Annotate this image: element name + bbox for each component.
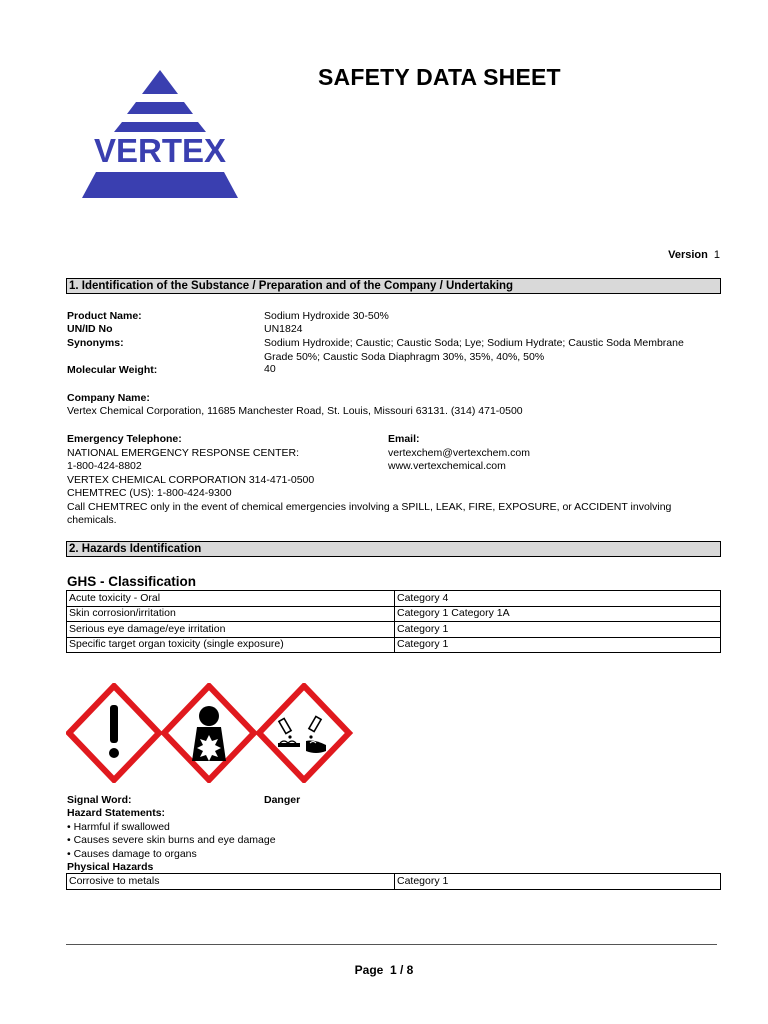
page-label: Page	[354, 963, 384, 977]
section-1-heading: 1. Identification of the Substance / Preparation and of the Company / Undertaking	[66, 278, 721, 294]
hazard-cell: Specific target organ toxicity (single exposure)	[67, 637, 395, 653]
unid-value: UN1824	[264, 323, 303, 335]
hazard-cell: Corrosive to metals	[67, 874, 395, 890]
product-name-value: Sodium Hydroxide 30-50%	[264, 310, 389, 322]
physical-hazards-table	[66, 873, 721, 890]
chemtrec-note-line-2: chemicals.	[67, 514, 117, 526]
hazard-cell: Serious eye damage/eye irritation	[67, 622, 395, 638]
signal-word-value: Danger	[264, 794, 301, 806]
hazard-statement: • Harmful if swallowed	[67, 820, 170, 833]
category-cell: Category 1	[395, 637, 721, 653]
ghs-classification-table	[66, 590, 721, 653]
hazard-statements-label: Hazard Statements:	[67, 807, 166, 819]
version-label: Version	[668, 249, 708, 261]
category-cell: Category 1 Category 1A	[395, 606, 721, 622]
health-hazard-icon	[164, 686, 254, 780]
logo-wordmark: VERTEX	[93, 132, 227, 169]
synonyms-label: Synonyms:	[67, 337, 124, 349]
category-cell: Category 4	[395, 591, 721, 607]
hazard-statements-block	[67, 807, 276, 875]
emergency-telephone-label: Emergency Telephone:	[67, 433, 182, 445]
footer-divider	[66, 944, 717, 945]
synonyms-line-2: Grade 50%; Caustic Soda Diaphragm 30%, 35%, 40%, 50%	[264, 350, 545, 363]
exclamation-mark-icon	[69, 686, 159, 780]
document-title: SAFETY DATA SHEET	[318, 64, 561, 90]
emergency-telephone-block	[67, 433, 671, 528]
hazard-cell: Skin corrosion/irritation	[67, 606, 395, 622]
company-name-label: Company Name:	[67, 392, 150, 404]
table-row	[67, 637, 721, 653]
email-block	[388, 433, 530, 474]
unid-label: UN/ID No	[67, 323, 113, 335]
ghs-pictograms	[66, 683, 356, 783]
chemtrec-note-line-1: Call CHEMTREC only in the event of chemical emergencies involving a SPILL, LEAK, FIRE, EXPOSURE, or ACCIDENT involving	[67, 500, 672, 513]
category-cell: Category 1	[395, 622, 721, 638]
company-address: Vertex Chemical Corporation, 11685 Manchester Road, St. Louis, Missouri 63131. (314) 471-0500	[67, 405, 523, 417]
molecular-weight-label: Molecular Weight:	[67, 364, 158, 376]
email-label: Email:	[388, 433, 420, 445]
signal-word-label: Signal Word:	[67, 794, 132, 806]
hazard-cell: Acute toxicity - Oral	[67, 591, 395, 607]
emergency-line: VERTEX CHEMICAL CORPORATION 314-471-0500	[67, 473, 315, 486]
hazard-statement: • Causes damage to organs	[67, 847, 197, 860]
table-row	[67, 606, 721, 622]
synonyms-line-1: Sodium Hydroxide; Caustic; Caustic Soda; Lye; Sodium Hydrate; Caustic Soda Membrane	[264, 337, 684, 349]
ghs-classification-title: GHS - Classification	[67, 574, 197, 589]
section-2-heading: 2. Hazards Identification	[66, 541, 721, 557]
table-row	[67, 622, 721, 638]
page-value: 1 / 8	[390, 963, 414, 977]
product-name-label: Product Name:	[67, 310, 142, 322]
category-cell: Category 1	[395, 874, 721, 890]
hazard-statement: • Causes severe skin burns and eye damage	[67, 834, 276, 846]
physical-hazards-label: Physical Hazards	[67, 861, 154, 873]
synonyms-value	[264, 337, 724, 364]
emergency-line: 1-800-424-8802	[67, 460, 142, 472]
vertex-logo	[80, 68, 240, 200]
version-value: 1	[713, 249, 720, 261]
version-info	[668, 249, 720, 261]
page-number	[0, 963, 768, 977]
email-value[interactable]: vertexchem@vertexchem.com	[388, 446, 530, 459]
emergency-line: NATIONAL EMERGENCY RESPONSE CENTER:	[67, 446, 300, 459]
corrosion-icon	[259, 686, 349, 780]
website-link[interactable]: www.vertexchemical.com	[388, 460, 506, 472]
table-row	[67, 591, 721, 607]
emergency-line: CHEMTREC (US): 1-800-424-9300	[67, 487, 232, 499]
table-row	[67, 874, 721, 890]
molecular-weight-value: 40	[264, 363, 276, 375]
